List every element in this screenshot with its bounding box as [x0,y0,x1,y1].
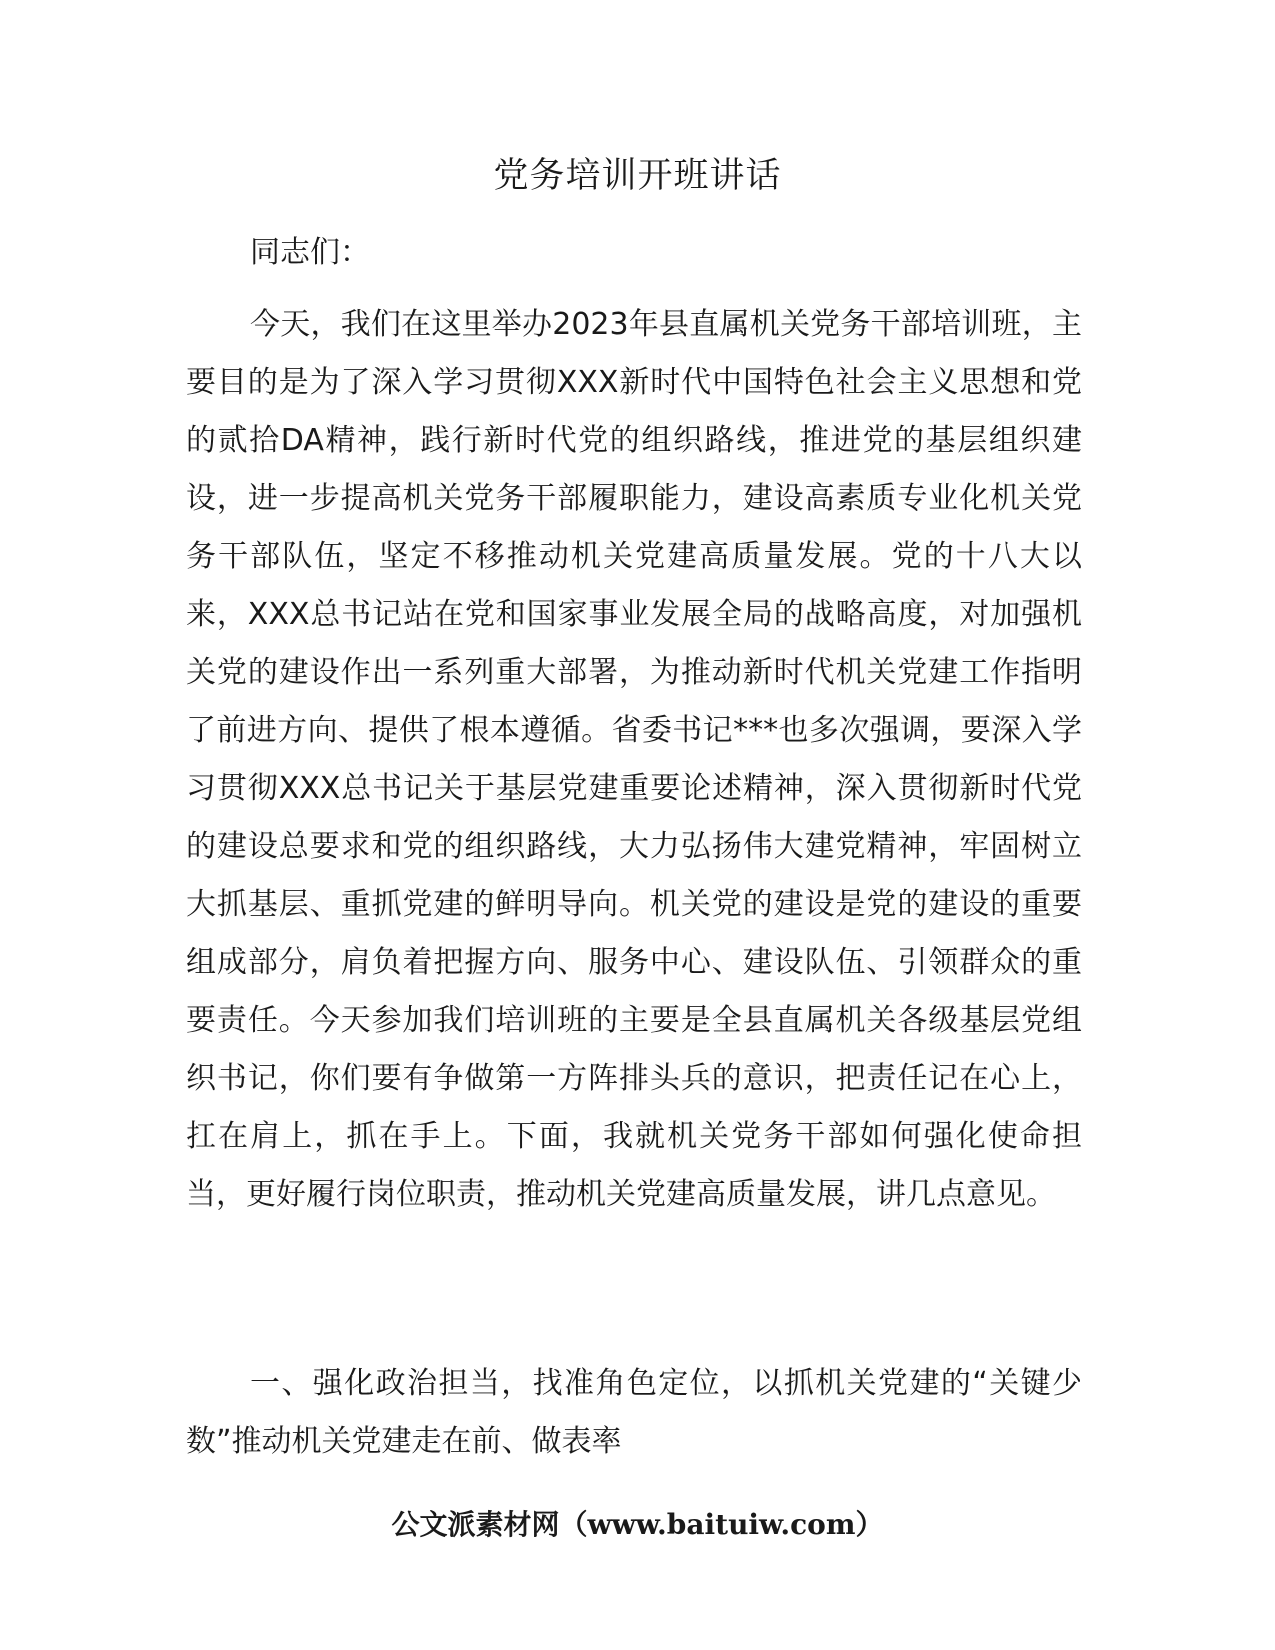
section-heading: 一、强化政治担当，找准角色定位，以抓机关党建的“关键少数”推动机关党建走在前、做表率 [186,1366,1082,1459]
document-title: 党务培训开班讲话 [493,156,782,196]
salutation: 同志们： [250,235,370,270]
footer-watermark: 公文派素材网（www.baituiw.com） [391,1508,884,1541]
body-paragraph: 今天，我们在这里举办2023年县直属机关党务干部培训班，主要目的是为了深入学习贯彻XXX新时代中国特色社会主义思想和党的贰拾DA精神，践行新时代党的组织路线，推进党的基层组织建设，进一步提高机关党务干部履职能力，建设高素质专业化机关党务干部队伍，坚定不移推动机关党建高质量发展。党的十八大以来，XXX总书记站在党和国家事业发展全局的战略高度，对加强机关党的建设作出一系列重大部署，为推动新时代机关党建工作指明了前进方向、提供了根本遵循。省委书记***也多次强调，要深入学习贯彻XXX总书记关于基层党建重要论述精神，深入贯彻新时代党的建设总要求和党的组织路线，大力弘扬伟大建党精神，牢固树立大抓基层、重抓党建的鲜明导向。机关党的建设是党的建设的重要组成部分，肩负着把握方向、服务中心、建设队伍、引领群众的重要责任。今天参加我们培训班的主要是全县直属机关各级基层党组织书记，你们要有争做第一方阵排头兵的意识，把责任记在心上，扛在肩上，抓在手上。下面，我就机关党务干部如何强化使命担当，更好履行岗位职责，推动机关党建高质量发展，讲几点意见。 [186,307,1082,1212]
